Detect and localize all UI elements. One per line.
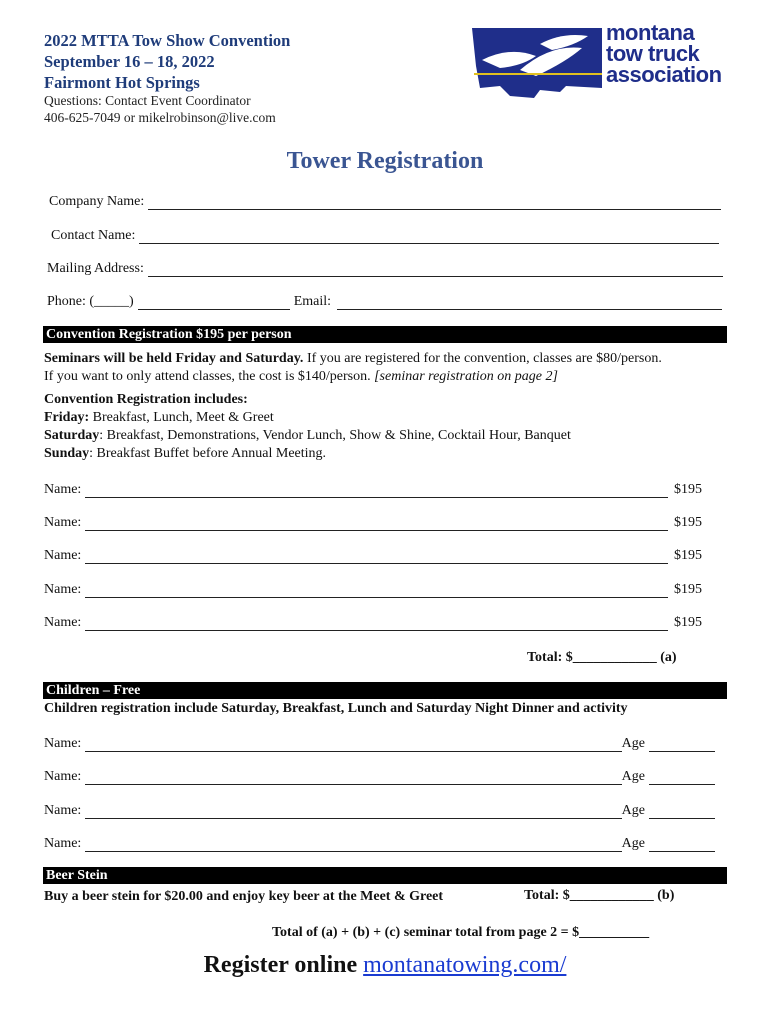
name-label: Name: xyxy=(44,482,82,497)
child-row[interactable] xyxy=(44,803,715,819)
event-venue: Fairmont Hot Springs xyxy=(44,73,200,92)
name-label: Name: xyxy=(44,548,82,563)
contact-name-line[interactable] xyxy=(139,229,719,244)
child-row[interactable] xyxy=(44,736,715,752)
email-label: Email: xyxy=(293,294,332,309)
attendee-row[interactable] xyxy=(44,615,702,631)
name-label: Name: xyxy=(44,736,82,751)
attendee-row[interactable] xyxy=(44,515,702,531)
seminar-bold: Seminars will be held Friday and Saturday. xyxy=(44,351,304,366)
age-line[interactable] xyxy=(649,804,715,819)
mailing-address-label: Mailing Address: xyxy=(47,261,144,276)
age-line[interactable] xyxy=(649,737,715,752)
name-label: Name: xyxy=(44,615,82,630)
price-label: $195 xyxy=(674,548,702,563)
includes-heading: Convention Registration includes: xyxy=(44,392,248,407)
seminar-rest: If you are registered for the convention, classes are $80/person. xyxy=(303,351,662,366)
logo-line-3: association xyxy=(606,62,722,87)
name-label: Name: xyxy=(44,836,82,851)
age-label: Age xyxy=(621,769,645,784)
mailing-address-line[interactable] xyxy=(148,262,723,277)
price-label: $195 xyxy=(674,582,702,597)
register-online xyxy=(0,952,770,979)
contact-line-2: 406-625-7049 or mikelrobinson@live.com xyxy=(44,110,276,125)
name-label: Name: xyxy=(44,515,82,530)
beer-total[interactable]: Total: $____________ (b) xyxy=(524,888,675,903)
age-label: Age xyxy=(621,736,645,751)
child-row[interactable] xyxy=(44,769,715,785)
name-line[interactable] xyxy=(85,483,668,498)
contact-info xyxy=(44,92,276,126)
price-label: $195 xyxy=(674,615,702,630)
register-text: Register online xyxy=(203,952,364,978)
name-line[interactable] xyxy=(85,516,668,531)
event-header xyxy=(44,30,290,93)
logo-line-1: montana xyxy=(606,20,695,45)
price-label: $195 xyxy=(674,515,702,530)
phone-email-field[interactable] xyxy=(47,294,722,310)
age-label: Age xyxy=(621,836,645,851)
includes-list xyxy=(44,391,734,463)
sunday-text: : Breakfast Buffet before Annual Meeting. xyxy=(89,446,327,461)
age-line[interactable] xyxy=(649,770,715,785)
company-name-field[interactable] xyxy=(49,194,721,210)
company-name-label: Company Name: xyxy=(49,194,145,209)
phone-line[interactable] xyxy=(138,295,290,310)
name-line[interactable] xyxy=(85,804,621,819)
contact-name-label: Contact Name: xyxy=(51,228,136,243)
event-title: 2022 MTTA Tow Show Convention xyxy=(44,31,291,50)
children-section-bar: Children – Free xyxy=(43,682,727,699)
email-line[interactable] xyxy=(337,295,722,310)
name-label: Name: xyxy=(44,769,82,784)
name-line[interactable] xyxy=(85,837,621,852)
logo-line-2: tow truck xyxy=(606,41,700,66)
name-label: Name: xyxy=(44,803,82,818)
contact-line-1: Questions: Contact Event Coordinator xyxy=(44,93,251,108)
age-line[interactable] xyxy=(649,837,715,852)
child-row[interactable] xyxy=(44,836,715,852)
beer-section-bar: Beer Stein xyxy=(43,867,727,884)
register-link[interactable]: montanatowing.com/ xyxy=(363,952,567,978)
name-line[interactable] xyxy=(85,737,621,752)
beer-description: Buy a beer stein for $20.00 and enjoy key beer at the Meet & Greet xyxy=(44,889,444,904)
friday-label: Friday: xyxy=(44,410,90,425)
company-name-line[interactable] xyxy=(148,195,721,210)
sunday-label: Sunday xyxy=(44,446,90,461)
phone-label: Phone: (_____) xyxy=(47,294,134,309)
grand-total[interactable]: Total of (a) + (b) + (c) seminar total from page 2 = $__________ xyxy=(272,925,650,940)
contact-name-field[interactable] xyxy=(51,228,719,244)
saturday-label: Saturday xyxy=(44,428,100,443)
attendee-row[interactable] xyxy=(44,482,702,498)
seminar-note: [seminar registration on page 2] xyxy=(374,369,558,384)
convention-section-bar: Convention Registration $195 per person xyxy=(43,326,727,343)
attendee-row[interactable] xyxy=(44,582,702,598)
children-description: Children registration include Saturday, Breakfast, Lunch and Saturday Night Dinner and activity xyxy=(44,701,628,716)
friday-text: Breakfast, Lunch, Meet & Greet xyxy=(89,410,274,425)
name-label: Name: xyxy=(44,582,82,597)
form-title: Tower Registration xyxy=(286,148,484,174)
name-line[interactable] xyxy=(85,549,668,564)
seminar-line-2: If you want to only attend classes, the cost is $140/person. xyxy=(44,369,375,384)
name-line[interactable] xyxy=(85,583,668,598)
convention-total[interactable]: Total: $____________ (a) xyxy=(527,650,677,665)
age-label: Age xyxy=(621,803,645,818)
name-line[interactable] xyxy=(85,770,621,785)
saturday-text: : Breakfast, Demonstrations, Vendor Lunch, Show & Shine, Cocktail Hour, Banquet xyxy=(99,428,571,443)
attendee-row[interactable] xyxy=(44,548,702,564)
logo-wordmark xyxy=(606,22,722,85)
name-line[interactable] xyxy=(85,616,668,631)
mailing-address-field[interactable] xyxy=(47,261,723,277)
seminar-info xyxy=(44,350,734,386)
price-label: $195 xyxy=(674,482,702,497)
event-dates: September 16 – 18, 2022 xyxy=(44,52,215,71)
